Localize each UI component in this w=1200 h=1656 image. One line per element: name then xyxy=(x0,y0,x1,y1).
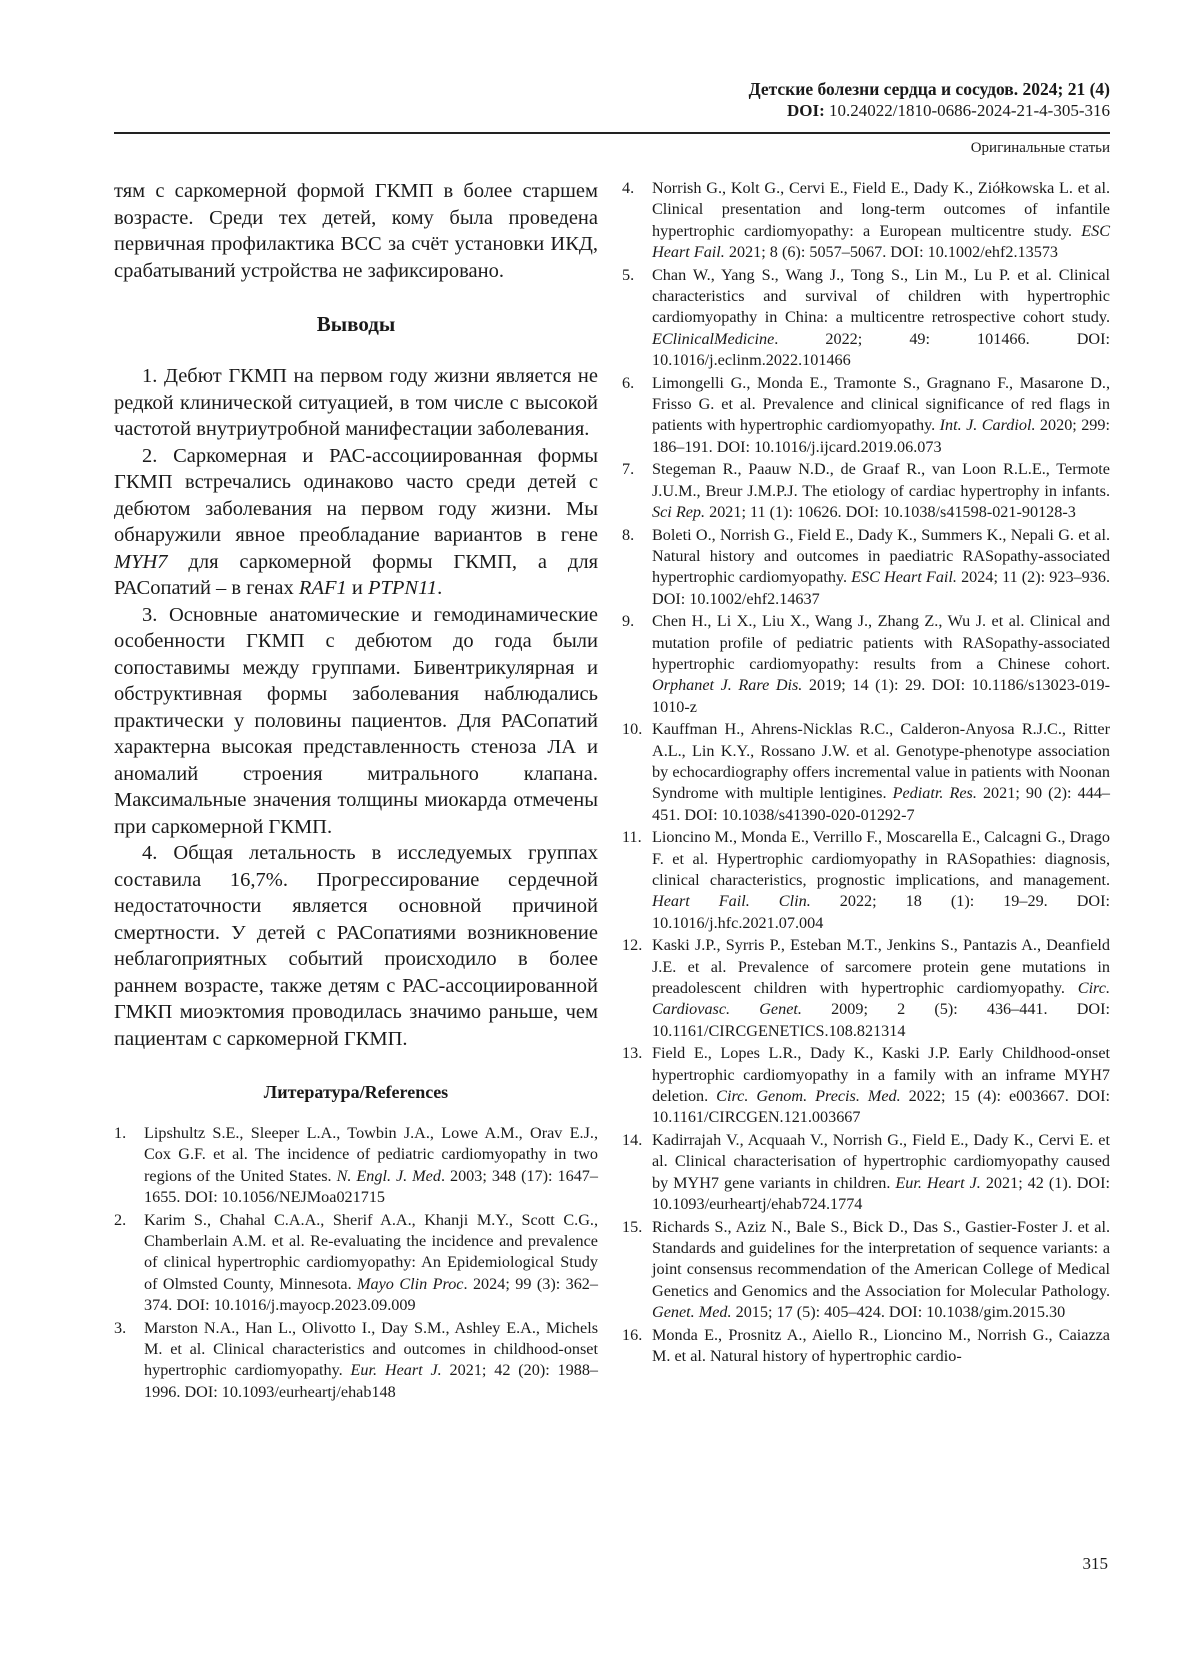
conclusion-4: 4. Общая летальность в исследуемых группах составила 16,7%. Прогрессирование сердечной недостаточности является основной причиной смертности. У детей с РАСопатиями возникновение неблагоприятных событий происходило в более раннем возрасте, также детям с РАС-ассоциированной ГМКП миоэктомия проводилась значимо раньше, чем пациентам с саркомерной ГКМП. xyxy=(114,842,598,1050)
reference-tail: 2021; 8 (6): 5057–5067. DOI: 10.1002/ehf2.13573 xyxy=(724,243,1059,262)
reference-item xyxy=(622,1043,1110,1129)
conclusion-2-text-d: . xyxy=(437,577,443,599)
reference-number: 9. xyxy=(622,612,635,631)
reference-item xyxy=(622,265,1110,372)
reference-text xyxy=(652,459,1110,523)
reference-body: Stegeman R., Paauw N.D., de Graaf R., van Loon R.L.E., Termote J.U.M., Breur J.M.P.J. The etiology of cardiac hypertrophy in infants. xyxy=(652,460,1110,500)
reference-number: 8. xyxy=(622,525,635,544)
reference-number: 15. xyxy=(622,1217,643,1236)
reference-body: Norrish G., Kolt G., Cervi E., Field E., Dady K., Ziółkowska L. et al. Clinical presentation and long-term outcomes of infantile hypertrophic cardiomyopathy: a European multicentre study. xyxy=(652,179,1110,240)
reference-text xyxy=(652,935,1110,1042)
reference-tail: 2021; 42 (20): 1988–1996. DOI: 10.1093/eurheartj/ehab148 xyxy=(144,1361,599,1401)
reference-number: 14. xyxy=(622,1130,643,1149)
reference-journal: EClinicalMedicine xyxy=(652,329,775,348)
reference-text xyxy=(652,1043,1110,1129)
reference-item xyxy=(622,1130,1110,1216)
conclusion-3: 3. Основные анатомические и гемодинамические особенности ГКМП с дебютом до года были сопоставимы между группами. Бивентрикулярная и обструктивная формы заболевания наблюдались практически у половины пациентов. Для РАСопатий характерна высокая представленность стеноза ЛА и аномалий строения митрального клапана. Максимальные значения толщины миокарда отмечены при саркомерной ГКМП. xyxy=(114,603,598,838)
references-heading: Литература/References xyxy=(263,1082,449,1102)
reference-number: 7. xyxy=(622,460,635,479)
reference-item xyxy=(622,1325,1110,1368)
reference-item xyxy=(622,459,1110,523)
reference-text xyxy=(652,719,1110,826)
reference-text xyxy=(652,1217,1110,1324)
conclusion-1: 1. Дебют ГКМП на первом году жизни является не редкой клинической ситуацией, в том числе с высокой частотой внутриутробной манифестации заболевания. xyxy=(114,365,598,440)
reference-number: 1. xyxy=(114,1124,127,1142)
reference-body: Field E., Lopes L.R., Dady K., Kaski J.P. Early Childhood-onset hypertrophic cardiomyopathy in a family with an inframe MYH7 deletion. xyxy=(652,1044,1110,1106)
reference-journal: Eur. Heart J. xyxy=(350,1361,442,1380)
reference-text xyxy=(652,525,1110,611)
reference-number: 12. xyxy=(622,936,643,955)
conclusion-2-text-c: и xyxy=(346,577,368,599)
reference-number: 11. xyxy=(622,828,642,847)
section-label: Оригинальные статьи xyxy=(970,140,1110,156)
gene-name: PTPN11 xyxy=(367,577,438,599)
reference-body: Kauffman H., Ahrens-Nicklas R.C., Calderon-Anyosa R.J.C., Ritter A.L., Lin K.Y., Rossano J.W. et al. Genotype-phenotype association by echocardiography offers incremental value in patients with Noonan Syndrome with multiple lentigines. xyxy=(652,720,1110,803)
reference-list-right xyxy=(622,178,1110,1367)
doi-label: DOI: xyxy=(787,101,825,120)
reference-text xyxy=(144,1210,598,1317)
reference-number: 10. xyxy=(622,720,643,739)
reference-tail: 2015; 17 (5): 405–424. DOI: 10.1038/gim.2015.30 xyxy=(731,1303,1066,1322)
reference-number: 5. xyxy=(622,265,635,284)
reference-journal: Orphanet J. Rare Dis. xyxy=(652,676,803,695)
reference-tail: 2020; 299: 186–191. DOI: 10.1016/j.ijcard.2019.06.073 xyxy=(652,416,1110,456)
reference-body: Lipshultz S.E., Sleeper L.A., Towbin J.A., Lowe A.M., Orav E.J., Cox G.F. et al. The incidence of pediatric cardiomyopathy in two regions of the United States. xyxy=(144,1124,598,1185)
reference-journal: ESC Heart Fail. xyxy=(851,568,957,587)
reference-item xyxy=(622,827,1110,934)
conclusion-2 xyxy=(114,443,598,602)
reference-journal: Mayo Clin Proc xyxy=(357,1274,464,1293)
reference-journal: Heart Fail. Clin. xyxy=(652,892,811,911)
reference-body: Boleti O., Norrish G., Field E., Dady K., Summers K., Nepali G. et al. Natural history and outcomes in paediatric RASopathy-associated hypertrophic cardiomyopathy. xyxy=(652,525,1110,587)
reference-item xyxy=(114,1318,598,1404)
reference-text xyxy=(652,1325,1110,1368)
reference-item xyxy=(622,373,1110,459)
running-header xyxy=(114,78,1110,122)
reference-item xyxy=(622,611,1110,718)
reference-journal: Sci Rep. xyxy=(652,503,706,522)
journal-title: Детские болезни сердца и сосудов. 2024; 21 (4) xyxy=(748,79,1110,99)
conclusions-heading: Выводы xyxy=(316,312,396,336)
reference-tail: 2019; 14 (1): 29. DOI: 10.1186/s13023-019-1010-z xyxy=(652,676,1110,716)
reference-tail: 2021; 11 (1): 10626. DOI: 10.1038/s41598-021-90128-3 xyxy=(705,503,1076,522)
article-doi xyxy=(114,100,1110,122)
reference-tail: 2024; 11 (2): 923–936. DOI: 10.1002/ehf2.14637 xyxy=(652,568,1110,608)
reference-tail: . 2024; 99 (3): 362–374. DOI: 10.1016/j.mayocp.2023.09.009 xyxy=(144,1274,598,1315)
reference-text xyxy=(144,1318,598,1404)
reference-tail: 2021; 42 (1). DOI: 10.1093/eurheartj/ehab724.1774 xyxy=(652,1173,1111,1214)
reference-number: 4. xyxy=(622,179,635,197)
reference-tail: 2022; 18 (1): 19–29. DOI: 10.1016/j.hfc.2021.07.004 xyxy=(652,892,1110,932)
reference-number: 2. xyxy=(114,1210,127,1229)
reference-body: Kadirrajah V., Acquaah V., Norrish G., Field E., Dady K., Cervi E. et al. Clinical characterisation of hypertrophic cardiomyopathy caused by MYH7 gene variants in children. xyxy=(652,1130,1110,1192)
reference-item xyxy=(622,719,1110,826)
reference-body: Limongelli G., Monda E., Tramonte S., Gragnano F., Masarone D., Frisso G. et al. Prevalence and clinical significance of red flags in patients with hypertrophic cardiomyopathy. xyxy=(652,373,1110,435)
reference-journal: ESC Heart Fail. xyxy=(652,221,1110,262)
gene-name: RAF1 xyxy=(298,577,347,599)
reference-journal: Int. J. Cardiol. xyxy=(939,416,1036,435)
reference-item xyxy=(622,525,1110,611)
reference-number: 3. xyxy=(114,1318,127,1337)
reference-text xyxy=(652,373,1110,459)
reference-tail: 2021; 90 (2): 444–451. DOI: 10.1038/s41390-020-01292-7 xyxy=(652,784,1111,824)
reference-item xyxy=(622,935,1110,1042)
reference-text xyxy=(144,1123,598,1209)
reference-item xyxy=(114,1210,598,1317)
reference-journal: Circ. Cardiovasc. Genet. xyxy=(652,979,1110,1019)
reference-journal: Eur. Heart J. xyxy=(895,1173,981,1192)
reference-text xyxy=(652,827,1110,934)
reference-list-left xyxy=(114,1123,598,1403)
reference-tail: 2009; 2 (5): 436–441. DOI: 10.1161/CIRCGENETICS.108.821314 xyxy=(652,1000,1110,1040)
reference-journal: Pediatr. Res. xyxy=(892,784,977,803)
doi-value: 10.24022/1810-0686-2024-21-4-305-316 xyxy=(824,101,1110,120)
conclusion-2-text-a: 2. Саркомерная и РАС-ассоциированная формы ГКМП встречались одинаково часто среди детей с дебютом заболевания на первом году жизни. Мы обнаружили явное преобладание вариантов в гене xyxy=(114,444,598,546)
reference-body: Chan W., Yang S., Wang J., Tong S., Lin M., Lu P. et al. Clinical characteristics and survival of children with hypertrophic cardiomyopathy in China: a multicentre retrospective cohort study. xyxy=(652,265,1110,327)
reference-body: Marston N.A., Han L., Olivotto I., Day S.M., Ashley E.A., Michels M. et al. Clinical characteristics and outcomes in childhood-onset hypertrophic cardiomyopathy. xyxy=(144,1318,598,1380)
left-column xyxy=(114,178,598,1404)
reference-item xyxy=(114,1123,598,1209)
page-number: 315 xyxy=(1082,1554,1108,1573)
header-rule xyxy=(114,132,1110,134)
conclusion-2-text-b: для саркомерной формы ГКМП, а для РАСопатий – в генах xyxy=(114,550,598,599)
reference-tail: . 2003; 348 (17): 1647–1655. DOI: 10.1056/NEJMoa021715 xyxy=(144,1166,598,1207)
reference-number: 16. xyxy=(622,1325,643,1344)
reference-text xyxy=(652,611,1110,718)
reference-tail: 2022; 15 (4): e003667. DOI: 10.1161/CIRCGEN.121.003667 xyxy=(652,1087,1110,1127)
reference-item xyxy=(622,178,1110,264)
reference-body: Lioncino M., Monda E., Verrillo F., Moscarella E., Calcagni G., Drago F. et al. Hypertrophic cardiomyopathy in RASopathies: diagnosis, clinical characteristics, prognostic implications, and management. xyxy=(652,828,1110,889)
reference-number: 6. xyxy=(622,373,635,392)
intro-paragraph: тям с саркомерной формой ГКМП в более старшем возрасте. Среди тех детей, кому была проведена первичная профилактика ВСС за счёт установки ИКД, срабатываний устройства не зафиксировано. xyxy=(114,180,598,282)
reference-body: Richards S., Aziz N., Bale S., Bick D., Das S., Gastier-Foster J. et al. Standards and guidelines for the interpretation of sequence variants: a joint consensus recommendation of the American College of Medical Genetics and Genomics and the Association for Molecular Pathology. xyxy=(652,1217,1110,1300)
reference-journal: Genet. Med. xyxy=(652,1303,732,1322)
reference-body: Kaski J.P., Syrris P., Esteban M.T., Jenkins S., Pantazis A., Deanfield J.E. et al. Prevalence of sarcomere protein gene mutations in preadolescent children with hypertrophic cardiomyopathy. xyxy=(652,936,1110,998)
reference-text xyxy=(652,1130,1110,1216)
reference-tail: . 2022; 49: 101466. DOI: 10.1016/j.eclinm.2022.101466 xyxy=(652,329,1110,370)
reference-text xyxy=(652,265,1110,372)
right-column xyxy=(622,178,1110,1368)
reference-body: Monda E., Prosnitz A., Aiello R., Lioncino M., Norrish G., Caiazza M. et al. Natural history of hypertrophic cardio- xyxy=(652,1325,1110,1365)
reference-journal: N. Engl. J. Med xyxy=(336,1166,441,1185)
reference-text xyxy=(652,178,1110,264)
reference-number: 13. xyxy=(622,1044,643,1063)
reference-body: Karim S., Chahal C.A.A., Sherif A.A., Khanji M.Y., Scott C.G., Chamberlain A.M. et al. Re-evaluating the incidence and prevalence of clinical hypertrophic cardiomyopathy: An Epidemiological Study of Olmsted County, Minnesota. xyxy=(144,1210,598,1293)
reference-body: Chen H., Li X., Liu X., Wang J., Zhang Z., Wu J. et al. Clinical and mutation profile of pediatric patients with RASopathy-associated hypertrophic cardiomyopathy: results from a Chinese cohort. xyxy=(652,612,1110,673)
gene-name: MYH7 xyxy=(114,550,168,573)
reference-journal: Circ. Genom. Precis. Med. xyxy=(716,1087,901,1106)
reference-item xyxy=(622,1217,1110,1324)
